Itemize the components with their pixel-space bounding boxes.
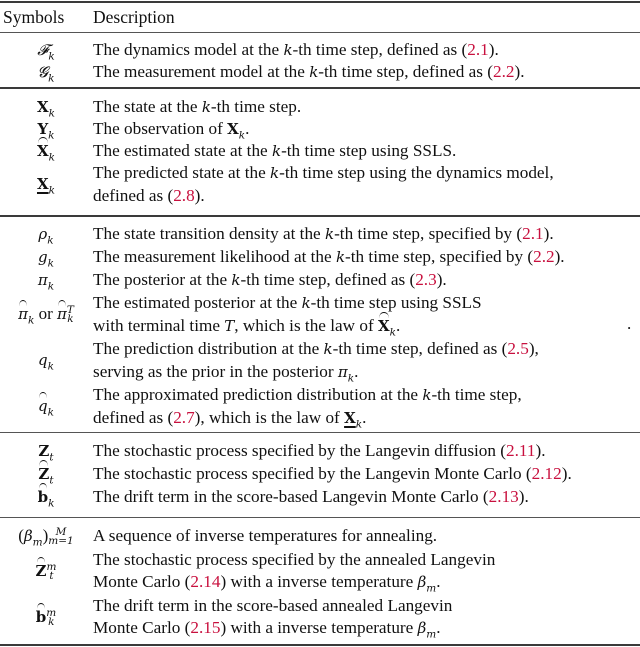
- symbol-cell: $q_k$: [38, 397, 54, 419]
- description-cell: The measurement model at the k-th time step, defined as (2.2).: [93, 62, 525, 81]
- description-cell: The drift term in the score-based annealed Langevin Monte Carlo (2.15) with a inverse temperature $\beta_m$.: [93, 596, 453, 640]
- section-divider: [0, 87, 640, 89]
- description-cell: The measurement likelihood at the k-th time step, specified by (2.2).: [93, 247, 565, 266]
- symbol-cell: $(\beta_m)$ M m=1: [18, 526, 74, 549]
- equation-reference[interactable]: 2.1: [467, 40, 489, 59]
- symbol-cell: $X_k$: [36, 98, 55, 120]
- symbol-cell: 𝓖$_k$: [37, 63, 55, 85]
- stray-period: .: [627, 314, 632, 333]
- description-cell: The posterior at the k-th time step, defined as (2.3).: [93, 270, 447, 289]
- description-cell: The observation of $X_k$.: [93, 119, 250, 142]
- equation-reference[interactable]: 2.7: [173, 407, 195, 427]
- description-cell: A sequence of inverse temperatures for annealing.: [93, 526, 438, 545]
- header-description: Description: [93, 7, 175, 27]
- equation-reference[interactable]: 2.1: [522, 224, 544, 243]
- symbol-cell: $Z_t$: [38, 465, 54, 487]
- equation-reference[interactable]: 2.13: [488, 487, 519, 506]
- description-cell: The prediction distribution at the k-th time step, defined as (2.5), serving as the prior in the posterior $\pi_k$.: [93, 339, 539, 384]
- description-cell: The stochastic process specified by the annealed Langevin Monte Carlo (2.14) with a inverse temperature $\beta_m$.: [93, 550, 496, 594]
- symbol-cell: $g_k$: [38, 248, 54, 270]
- description-cell: The estimated posterior at the k-th time step using SSLS with terminal time T, which is the law of $X_k$.: [93, 293, 482, 338]
- symbol-cell: 𝓕$_k$: [37, 41, 55, 63]
- symbol-cell: bm k: [35, 607, 57, 629]
- equation-reference[interactable]: 2.14: [190, 571, 221, 591]
- header-rule: [0, 32, 640, 33]
- description-cell: The estimated state at the k-th time step using SSLS.: [93, 141, 457, 160]
- symbol-cell: $Z_t$: [38, 442, 54, 464]
- section-divider: [0, 432, 640, 433]
- symbol-cell: $b_k$: [37, 488, 55, 510]
- equation-reference[interactable]: 2.3: [415, 270, 437, 289]
- description-cell: The predicted state at the k-th time step using the dynamics model, defined as (2.8).: [93, 163, 554, 205]
- top-rule: [0, 1, 640, 3]
- equation-reference[interactable]: 2.2: [492, 62, 515, 81]
- symbol-cell: $X_k$: [36, 142, 55, 164]
- section-divider: [0, 517, 640, 518]
- bottom-rule: [0, 644, 640, 646]
- symbol-cell: $\rho_k$: [38, 225, 54, 247]
- description-cell: The state transition density at the k-th time step, specified by (2.1).: [93, 224, 554, 243]
- symbol-cell: $X_k$: [36, 175, 55, 197]
- symbol-cell: Zm t: [35, 561, 57, 583]
- symbol-cell: $q_k$: [38, 351, 54, 373]
- equation-reference[interactable]: 2.15: [190, 617, 221, 637]
- symbol-cell: $\pi_k$ or πT k: [18, 304, 74, 327]
- symbol-cell: $Y_k$: [37, 120, 55, 142]
- equation-reference[interactable]: 2.11: [506, 441, 536, 460]
- description-cell: The stochastic process specified by the Langevin Monte Carlo (2.12).: [93, 464, 572, 483]
- description-cell: The drift term in the score-based Langevin Monte Carlo (2.13).: [93, 487, 529, 506]
- equation-reference[interactable]: 2.12: [531, 464, 562, 483]
- symbol-cell: $\pi_k$: [37, 271, 55, 293]
- description-cell: The approximated prediction distribution at the k-th time step, defined as (2.7), which is the law of $X_k$.: [93, 385, 522, 430]
- section-divider: [0, 215, 640, 217]
- description-cell: The stochastic process specified by the Langevin diffusion (2.11).: [93, 441, 546, 460]
- description-cell: The dynamics model at the k-th time step, defined as (2.1).: [93, 40, 499, 59]
- header-symbols: Symbols: [3, 7, 65, 27]
- equation-reference[interactable]: 2.5: [507, 339, 529, 358]
- description-cell: The state at the k-th time step.: [93, 97, 302, 116]
- equation-reference[interactable]: 2.2: [533, 247, 555, 266]
- equation-reference[interactable]: 2.8: [173, 185, 195, 205]
